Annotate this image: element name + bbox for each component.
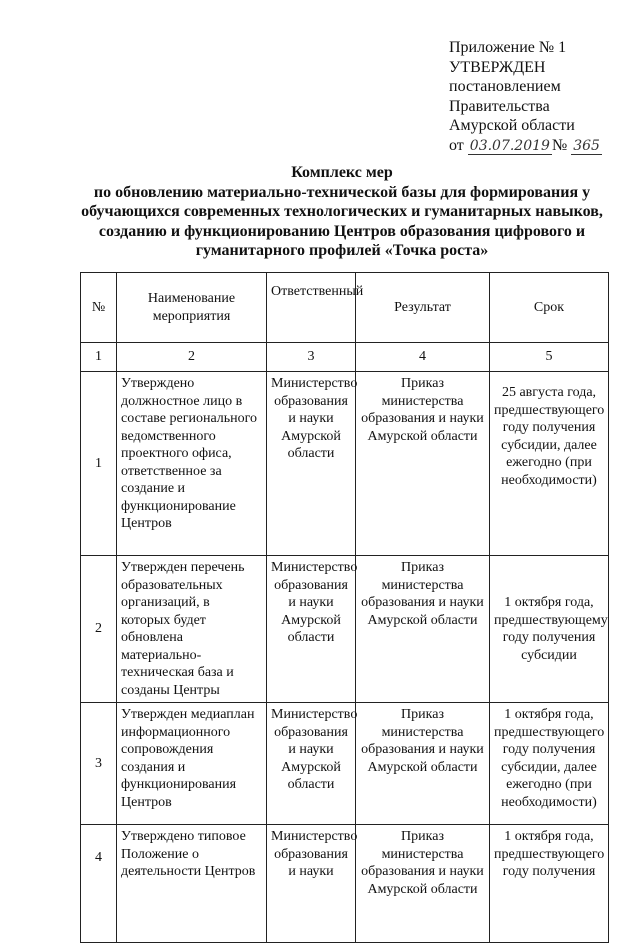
- row-name: Утвержден медиаплан информационного сопровождения создания и функционирования Центров: [117, 703, 267, 825]
- row-responsible: Министерство образования и науки Амурской области: [267, 372, 356, 556]
- row-number: 1: [81, 372, 117, 556]
- table-row: [81, 825, 609, 943]
- row-result: Приказ министерства образования и науки Амурской области: [356, 372, 490, 556]
- row-term: 1 октября года, предшествующему году получения субсидии: [490, 556, 609, 703]
- header-term: Срок: [490, 273, 609, 343]
- title-line: созданию и функционированию Центров образования цифрового и: [98, 222, 586, 240]
- row-result: Приказ министерства образования и науки Амурской области: [356, 703, 490, 825]
- approval-line: Амурской области: [449, 117, 575, 134]
- header-result: Результат: [356, 273, 490, 343]
- title-line: гуманитарного профилей «Точка роста»: [195, 242, 489, 259]
- handwritten-number: 365: [573, 137, 600, 154]
- row-number: 2: [81, 556, 117, 703]
- approval-line: постановлением: [449, 78, 561, 95]
- row-result: Приказ министерства образования и науки Амурской области: [356, 556, 490, 703]
- row-term: 25 августа года, предшествующего году получения субсидии, далее ежегодно (при необходимости): [490, 372, 609, 556]
- header-number: №: [81, 273, 117, 343]
- row-number: 4: [81, 825, 117, 943]
- header-responsible: Ответственный: [267, 273, 356, 343]
- row-term: 1 октября года, предшествующего году получения субсидии, далее ежегодно (при необходимости): [490, 703, 609, 825]
- title-line: по обновлению материально-технической базы для формирования у: [93, 183, 591, 201]
- table-row: [81, 372, 609, 556]
- table-row: [81, 703, 609, 825]
- column-index: 3: [267, 343, 356, 372]
- table-header-row: [81, 273, 609, 343]
- row-term: 1 октября года, предшествующего году получения: [490, 825, 609, 943]
- handwritten-date: 03.07.2019: [469, 137, 550, 154]
- header-name: Наименование мероприятия: [117, 273, 267, 343]
- approval-block: [449, 38, 629, 156]
- row-result: Приказ министерства образования и науки Амурской области: [356, 825, 490, 943]
- approval-line: Правительства: [449, 97, 550, 115]
- row-responsible: Министерство образования и науки Амурской области: [267, 703, 356, 825]
- row-number: 3: [81, 703, 117, 825]
- approval-date-line: [449, 136, 629, 157]
- measures-table: [80, 272, 609, 943]
- column-index: 5: [490, 343, 609, 372]
- number-prefix: №: [551, 136, 568, 154]
- row-responsible: Министерство образования и науки: [267, 825, 356, 943]
- row-name: Утвержден перечень образовательных организаций, в которых будет обновлена материально-техническая база и созданы Центры: [117, 556, 267, 703]
- from-prefix: от: [449, 136, 464, 154]
- column-index: 1: [81, 343, 117, 372]
- row-name: Утверждено типовое Положение о деятельности Центров: [117, 825, 267, 943]
- column-index: 2: [117, 343, 267, 372]
- column-index-row: [81, 343, 609, 372]
- row-name: Утверждено должностное лицо в составе регионального ведомственного проектного офиса, ответственное за создание и функционирование Центров: [117, 372, 267, 556]
- table-row: [81, 556, 609, 703]
- approved-label: УТВЕРЖДЕН: [449, 58, 546, 76]
- column-index: 4: [356, 343, 490, 372]
- row-responsible: Министерство образования и науки Амурской области: [267, 556, 356, 703]
- appendix-label: Приложение № 1: [449, 39, 567, 56]
- title-line: Комплекс мер: [291, 164, 393, 181]
- title-line: обучающихся современных технологических и гуманитарных навыков,: [81, 203, 603, 220]
- document-title: [72, 163, 612, 261]
